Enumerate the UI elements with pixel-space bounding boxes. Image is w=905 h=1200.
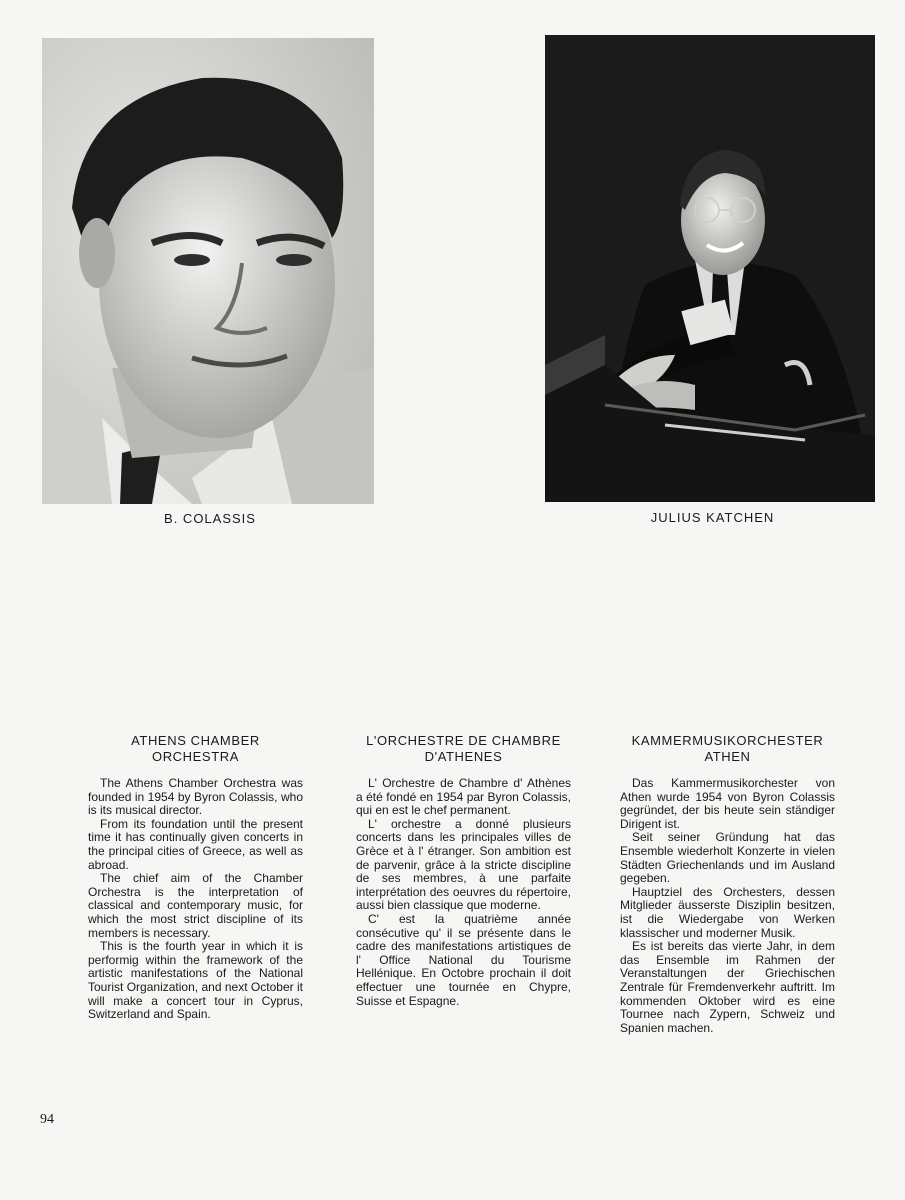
portrait-katchen-image <box>545 35 875 502</box>
paragraph: L' Orchestre de Chambre d' Athènes a été fondé en 1954 par Byron Colassis, qui en est le chef permanent. <box>356 776 571 818</box>
heading-german-line1: KAMMERMUSIKORCHESTER <box>631 733 824 748</box>
paragraph: Das Kammermusikorchester von Athen wurde 1954 von Byron Colassis gegründet, der bis heute sein ständiger Dirigent ist. <box>620 776 835 831</box>
paragraph: From its foundation until the present time it has continually given concerts in the principal cities of Greece, as well as abroad. <box>88 816 303 872</box>
portrait-photo-katchen <box>545 35 875 502</box>
heading-french-line1: L'ORCHESTRE DE CHAMBRE <box>366 733 561 748</box>
paragraph: L' orchestre a donné plusieurs concerts dans les principales villes de Grèce et à l' étranger. Son ambition est de parvenir, grâce à la stricte discipline de ses membres, à une parfaite interprétation des oeuvres du répertoire, aussi bien classique que moderne. <box>356 816 571 913</box>
paragraph: Es ist bereits das vierte Jahr, in dem das Ensemble im Rahmen der Veranstaltungen der Griechischen Zentrale für Fremdenverkehr auftritt. Im kommenden Oktober wird es eine Tournee nach Zypern, Schweiz und Spanien machen. <box>620 939 835 1035</box>
column-german <box>620 733 835 1035</box>
heading-german-line2: ATHEN <box>704 749 751 764</box>
paragraph: This is the fourth year in which it is performig within the framework of the artistic manifestations of the National Tourist Organization, and next October it will make a concert tour in Cyprus, Switzerland and Spain. <box>88 939 303 1022</box>
caption-katchen: JULIUS KATCHEN <box>650 510 775 525</box>
heading-english-line2: ORCHESTRA <box>151 749 240 764</box>
paragraph: The chief aim of the Chamber Orchestra is the interpretation of classical and contemporary music, for which the most strict discipline of its members is necessary. <box>88 871 303 940</box>
heading-english <box>88 733 303 769</box>
paragraph: C' est la quatrième année consécutive qu' il se présente dans le cadre des manifestations artistiques de l' Office National du Tourisme Hellénique. En Octobre prochain il doit effectuer une tournée en Chypre, Suisse et Espagne. <box>356 911 571 1008</box>
column-english <box>88 733 303 1022</box>
column-french <box>356 733 571 1008</box>
paragraph: Hauptziel des Orchesters, dessen Mitglieder äusserste Disziplin besitzen, ist die Wiedergabe von Werken klassischer und moderner Musik. <box>620 884 835 940</box>
paragraph: Seit seiner Gründung hat das Ensemble wiederholt Konzerte in vielen Städten Griechenlands und im Ausland gegeben. <box>620 830 835 886</box>
heading-english-line1: ATHENS CHAMBER <box>131 733 260 748</box>
paragraph: The Athens Chamber Orchestra was founded in 1954 by Byron Colassis, who is its musical director. <box>88 776 303 818</box>
heading-german <box>620 733 835 769</box>
heading-french <box>356 733 571 769</box>
portrait-colassis-image <box>42 38 374 504</box>
page-number: 94 <box>40 1112 54 1127</box>
portrait-photo-colassis <box>42 38 374 504</box>
heading-french-line2: D'ATHENES <box>424 749 503 764</box>
caption-colassis: B. COLASSIS <box>164 511 256 526</box>
